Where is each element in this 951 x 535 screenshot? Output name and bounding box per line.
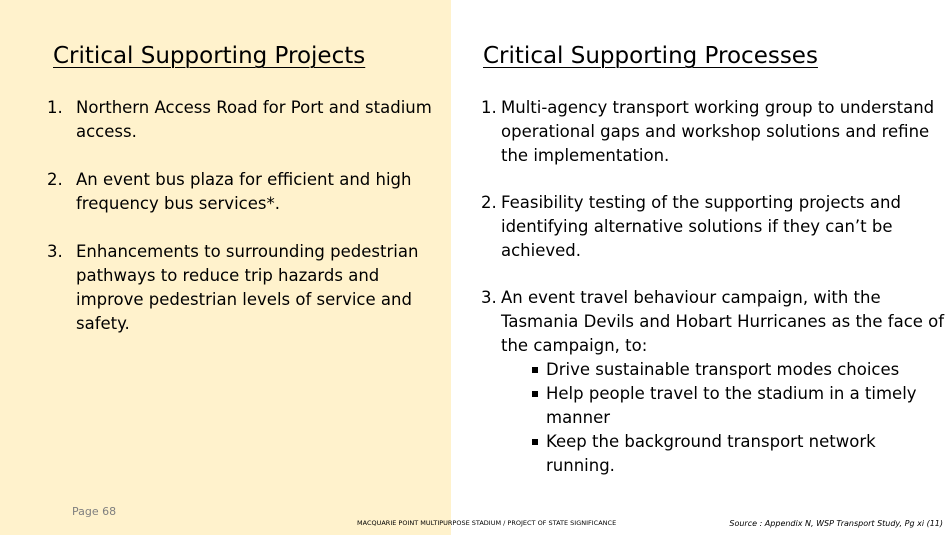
footer-project-title: MACQUARIE POINT MULTIPURPOSE STADIUM / PROJECT OF STATE SIGNIFICANCE xyxy=(357,519,617,527)
processes-list xyxy=(481,96,946,501)
page-number: Page 68 xyxy=(72,505,117,518)
square-bullet-icon xyxy=(532,367,538,373)
process-item xyxy=(481,96,946,168)
square-bullet-icon xyxy=(532,439,538,445)
sub-list-item xyxy=(532,382,946,430)
process-item xyxy=(481,286,946,478)
item-number: 2. xyxy=(481,193,497,212)
project-item xyxy=(47,240,442,336)
item-number: 3. xyxy=(481,288,497,307)
item-text: An event travel behaviour campaign, with the Tasmania Devils and Hobart Hurricanes as the face of the campaign, to: xyxy=(501,288,945,355)
project-item xyxy=(47,168,442,216)
campaign-sub-list xyxy=(501,358,946,478)
source-note: Source : Appendix N, WSP Transport Study, Pg xi (11) xyxy=(729,519,943,528)
item-text: Northern Access Road for Port and stadium access. xyxy=(76,98,432,141)
item-number: 1. xyxy=(481,98,497,117)
item-text: Multi-agency transport working group to understand operational gaps and workshop solutions and refine the implementation. xyxy=(501,98,935,165)
item-text: Enhancements to surrounding pedestrian pathways to reduce trip hazards and improve pedestrian levels of service and safety. xyxy=(76,242,419,333)
square-bullet-icon xyxy=(532,391,538,397)
item-text: Feasibility testing of the supporting projects and identifying alternative solutions if they can’t be achieved. xyxy=(501,193,901,260)
projects-heading: Critical Supporting Projects xyxy=(53,43,366,69)
sub-list-item xyxy=(532,430,946,478)
process-item xyxy=(481,191,946,263)
item-number: 1. xyxy=(47,98,63,117)
processes-heading: Critical Supporting Processes xyxy=(483,43,818,69)
item-text: An event bus plaza for efficient and high frequency bus services*. xyxy=(76,170,412,213)
item-number: 3. xyxy=(47,242,63,261)
sub-list-item xyxy=(532,358,946,382)
sub-item-text: Keep the background transport network running. xyxy=(546,432,876,475)
item-number: 2. xyxy=(47,170,63,189)
project-item xyxy=(47,96,442,144)
projects-list xyxy=(47,96,442,360)
sub-item-text: Drive sustainable transport modes choices xyxy=(546,360,900,379)
sub-item-text: Help people travel to the stadium in a timely manner xyxy=(546,384,917,427)
